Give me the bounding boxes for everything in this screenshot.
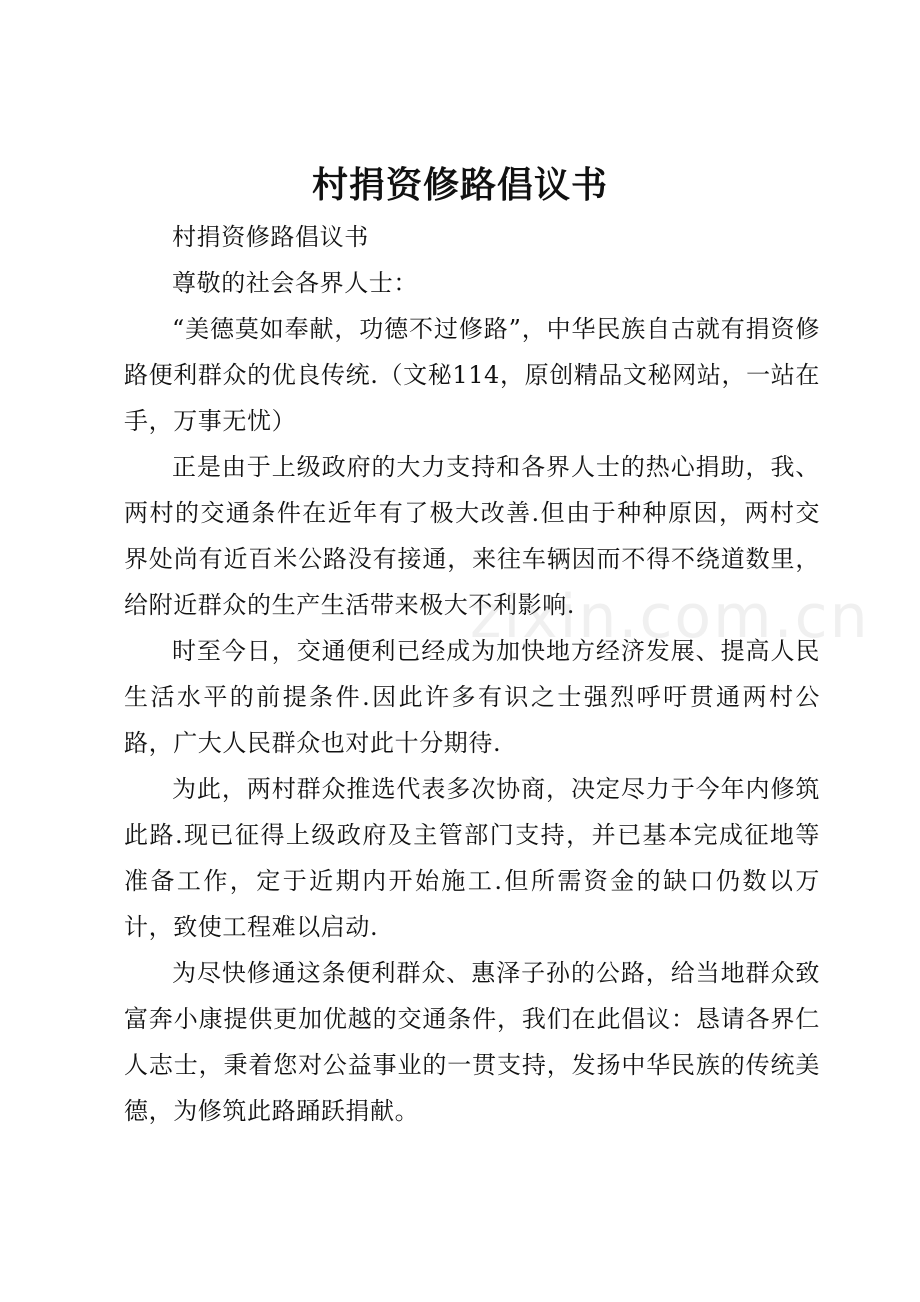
body-paragraph-3: 时至今日，交通便利已经成为加快地方经济发展、提高人民生活水平的前提条件.因此许多有识之士强烈呼吁贯通两村公路，广大人民群众也对此十分期待. [124, 637, 820, 757]
watermark-text: zixin.com.cn [470, 582, 870, 652]
salutation-paragraph: 尊敬的社会各界人士： [172, 269, 418, 297]
body-paragraph-1: “美德莫如奉献，功德不过修路”，中华民族自古就有捐资修路便利群众的优良传统.（文秘114，原创精品文秘网站，一站在手，万事无忧） [124, 315, 820, 435]
body-paragraph-4: 为此，两村群众推选代表多次协商，决定尽力于今年内修筑此路.现已征得上级政府及主管部门支持，并已基本完成征地等准备工作，定于近期内开始施工.但所需资金的缺口仍数以万计，致使工程难以启动. [124, 775, 820, 941]
subtitle-paragraph: 村捐资修路倡议书 [172, 223, 369, 251]
body-paragraph-5: 为尽快修通这条便利群众、惠泽子孙的公路，给当地群众致富奔小康提供更加优越的交通条件，我们在此倡议：恳请各界仁人志士，秉着您对公益事业的一贯支持，发扬中华民族的传统美德，为修筑此路踊跃捐献。 [124, 959, 820, 1125]
document-title: 村捐资修路倡议书 [311, 165, 608, 206]
body-paragraph-2: 正是由于上级政府的大力支持和各界人士的热心捐助，我、两村的交通条件在近年有了极大改善.但由于种种原因，两村交界处尚有近百米公路没有接通，来往车辆因而不得不绕道数里，给附近群众的生产生活带来极大不利影响. [124, 453, 820, 619]
document-body [124, 214, 820, 1134]
